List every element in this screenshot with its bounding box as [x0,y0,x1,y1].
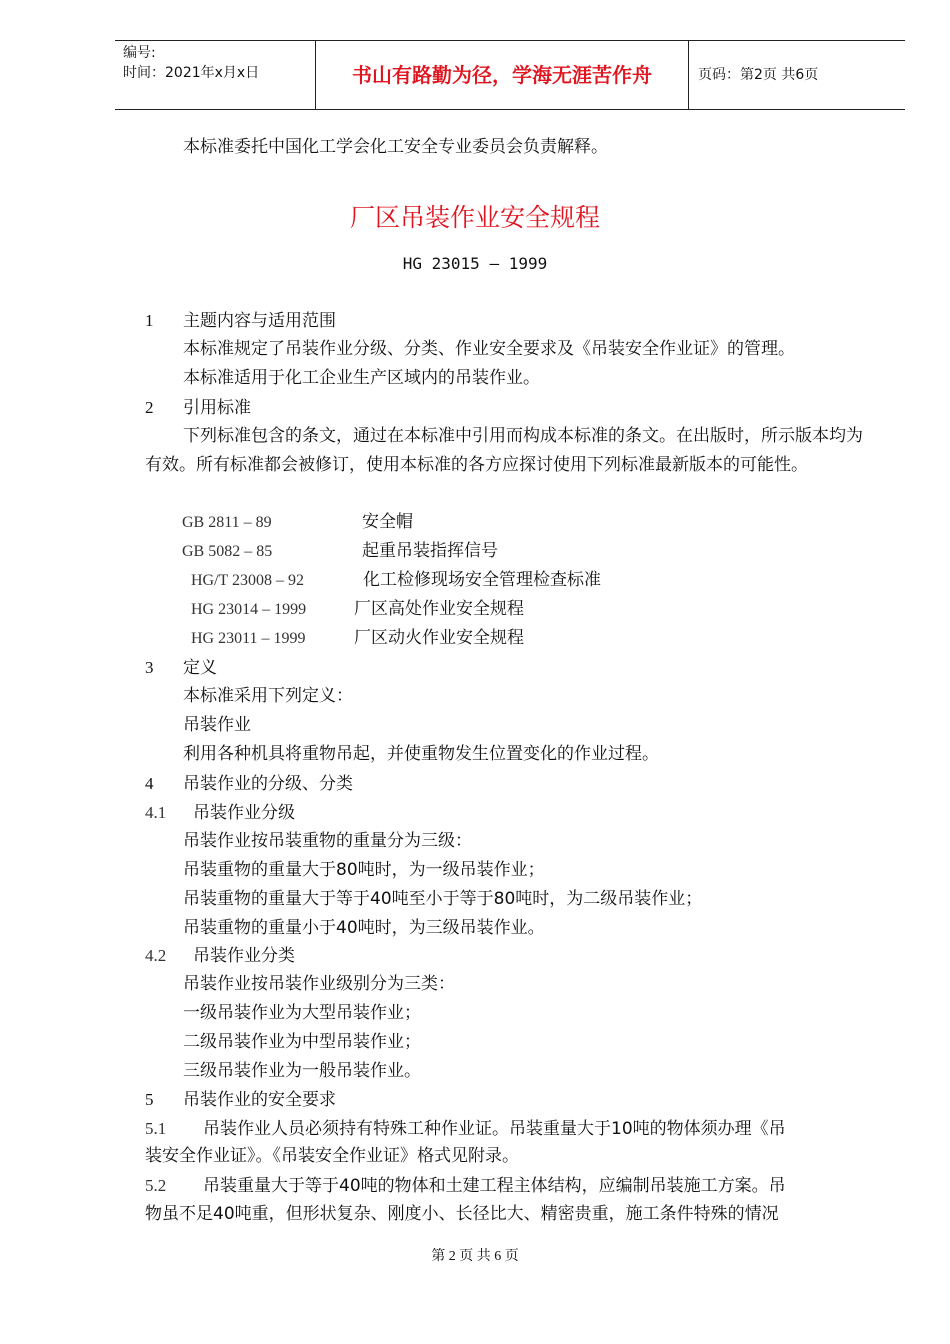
reference-item [191,624,524,653]
paragraph: 吊装重物的重量大于80吨时，为一级吊装作业； [183,860,545,880]
section-number: 5 [145,1090,154,1109]
subsection-title: 吊装作业分类 [193,946,295,966]
section-3-heading [145,653,875,683]
clause-5-1-continued: 装安全作业证》。《吊装安全作业证》格式见附录。 [145,1146,519,1166]
definition-term: 吊装作业 [183,715,251,735]
document-code: HG 23015 – 1999 [402,254,548,273]
reference-name: 厂区动火作业安全规程 [354,628,524,648]
header-divider [688,41,689,109]
reference-code: HG 23011 – 1999 [191,630,306,647]
clause-text: 吊装作业人员必须持有特殊工种作业证。吊装重量大于10吨的物体须办理《吊 [203,1119,786,1139]
paragraph: 二级吊装作业为中型吊装作业； [183,1032,421,1052]
reference-code: HG 23014 – 1999 [191,601,307,618]
clause-number: 5.1 [145,1119,167,1138]
reference-code: GB 5082 – 85 [182,543,273,560]
paragraph: 本标准采用下列定义： [183,686,353,706]
header-page-number: 页码：第2页 共6页 [698,67,819,83]
paragraph: 本标准规定了吊装作业分级、分类、作业安全要求及《吊装安全作业证》的管理。 [183,339,795,359]
section-number: 3 [145,658,154,677]
header-motto: 书山有路勤为径，学海无涯苦作舟 [352,63,652,87]
reference-name: 安全帽 [362,512,413,532]
reference-name: 厂区高处作业安全规程 [354,599,524,619]
section-title: 引用标准 [183,398,251,418]
paragraph: 吊装作业按吊装重物的重量分为三级： [183,831,472,851]
header-meta [123,43,313,83]
reference-name: 化工检修现场安全管理检查标准 [363,570,601,590]
clause-5-2-continued: 物虽不足40吨重，但形状复杂、刚度小、长径比大、精密贵重，施工条件特殊的情况 [145,1204,779,1224]
section-1-heading [145,306,875,336]
section-title: 吊装作业的安全要求 [183,1090,336,1110]
section-title: 定义 [183,658,217,678]
clause-5-2 [145,1171,875,1201]
page-footer: 第 2 页 共 6 页 [431,1249,519,1264]
intro-paragraph: 本标准委托中国化工学会化工安全专业委员会负责解释。 [183,137,608,157]
reference-item [191,595,524,624]
reference-item [182,537,498,566]
time-label: 时间：2021年x月x日 [123,65,260,81]
paragraph: 三级吊装作业为一般吊装作业。 [183,1061,421,1081]
clause-5-1 [145,1114,875,1144]
paragraph: 吊装重物的重量大于等于40吨至小于等于80吨时，为二级吊装作业； [183,889,703,909]
section-5-heading [145,1085,875,1115]
clause-text: 吊装重量大于等于40吨的物体和土建工程主体结构，应编制吊装施工方案。吊 [203,1176,786,1196]
section-2-heading [145,393,875,423]
clause-number: 5.2 [145,1176,167,1195]
paragraph: 一级吊装作业为大型吊装作业； [183,1003,421,1023]
section-number: 1 [145,311,154,330]
reference-name: 起重吊装指挥信号 [362,541,498,561]
section-4-heading [145,769,875,799]
subsection-4-1-heading [145,798,875,828]
subsection-number: 4.1 [145,803,167,822]
paragraph: 本标准适用于化工企业生产区域内的吊装作业。 [183,368,540,388]
section-title: 吊装作业的分级、分类 [183,774,353,794]
reference-code: GB 2811 – 89 [182,514,272,531]
section-title: 主题内容与适用范围 [183,311,336,331]
page-header [115,40,905,110]
section-number: 2 [145,398,154,417]
section-number: 4 [145,774,154,793]
reference-item [191,566,601,595]
definition-text: 利用各种机具将重物吊起，并使重物发生位置变化的作业过程。 [183,744,659,764]
subsection-number: 4.2 [145,946,167,965]
subsection-title: 吊装作业分级 [193,803,295,823]
reference-code: HG/T 23008 – 92 [191,572,305,589]
paragraph: 吊装作业按吊装作业级别分为三类： [183,974,455,994]
paragraph: 吊装重物的重量小于40吨时，为三级吊装作业。 [183,918,545,938]
subsection-4-2-heading [145,941,875,971]
number-label: 编号: [123,45,156,61]
reference-item [182,508,413,537]
document-title: 厂区吊装作业安全规程 [349,203,600,232]
paragraph: 下列标准包含的条文，通过在本标准中引用而构成本标准的条文。在出版时，所示版本均为有效。所有标准都会被修订，使用本标准的各方应探讨使用下列标准最新版本的可能性。 [145,426,863,475]
